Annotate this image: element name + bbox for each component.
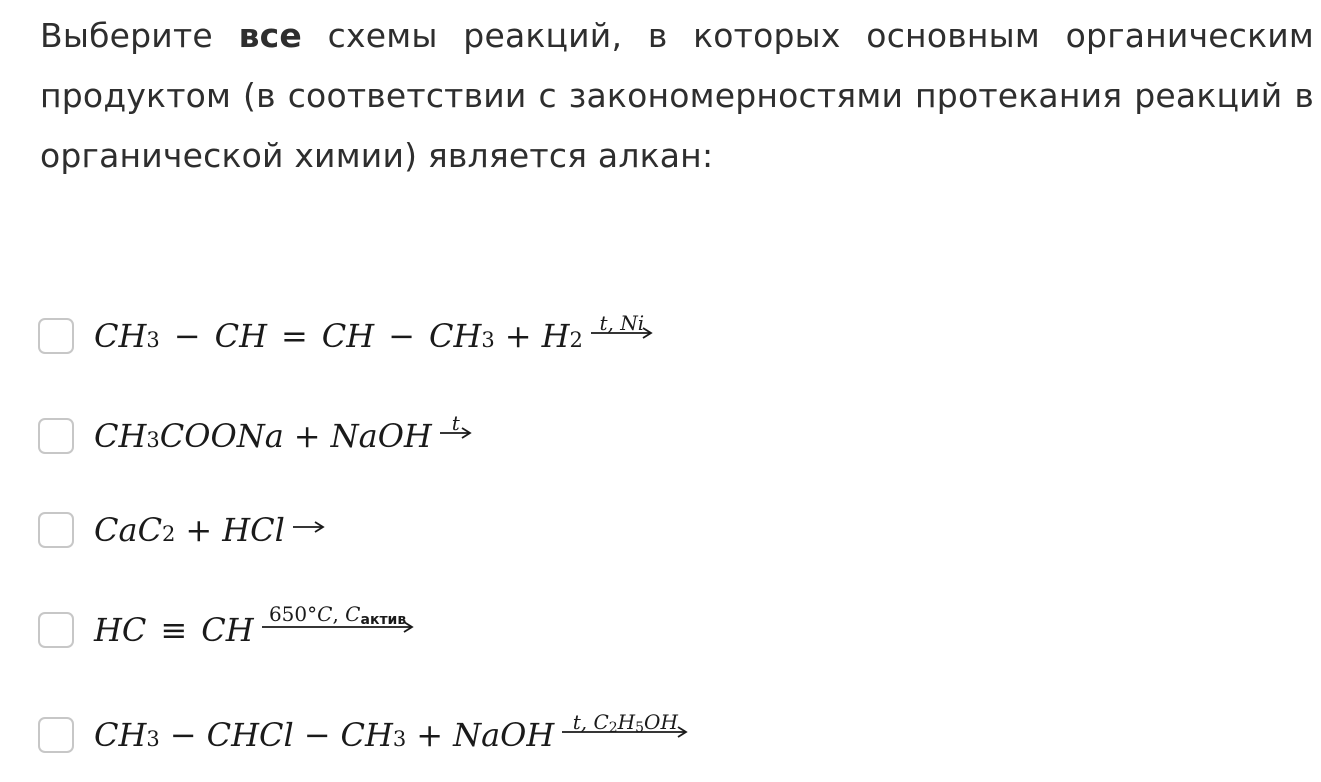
- answer-checkbox-4[interactable]: [38, 612, 74, 648]
- question-suffix: схемы реакций, в которых основным органическим продуктом (в соответствии с закономерностями протекания реакций в органической химии) является алкан:: [40, 16, 1314, 175]
- reaction-arrow-4: [262, 602, 414, 651]
- reaction-arrow-1: [591, 311, 653, 357]
- answer-option-4[interactable]: [38, 600, 414, 660]
- question-emphasis: все: [238, 16, 302, 55]
- question-text: [40, 6, 1314, 186]
- question-prefix: Выберите: [40, 16, 239, 55]
- answer-checkbox-3[interactable]: [38, 512, 74, 548]
- reaction-formula-1: CH 3 − CH = CH − CH 3 + H 2 t, Ni: [94, 317, 653, 355]
- reaction-formula-5: CH 3 − CHCl − CH 3 + NaOH t, $C_2H_5OH$: [94, 716, 688, 754]
- answer-option-3[interactable]: [38, 500, 325, 560]
- answer-checkbox-2[interactable]: [38, 418, 74, 454]
- reaction-arrow-3: [293, 521, 325, 551]
- answer-checkbox-1[interactable]: [38, 318, 74, 354]
- reaction-condition-4: 650°C, Cактив: [268, 602, 407, 628]
- reaction-arrow-5: [562, 710, 688, 756]
- reaction-condition-2: t: [451, 411, 460, 435]
- answer-option-1[interactable]: [38, 306, 653, 366]
- reaction-formula-4: HC ≡ CH 650°C, Cактив: [94, 611, 414, 649]
- reaction-condition-5: t, $C_2H_5OH$: [572, 710, 678, 736]
- answer-checkbox-5[interactable]: [38, 717, 74, 753]
- reaction-arrow-2: [440, 411, 472, 457]
- reaction-formula-2: CH 3 COONa + NaOH t: [94, 417, 472, 455]
- reaction-formula-3: CaC 2 + HCl: [94, 511, 325, 549]
- answer-option-2[interactable]: [38, 406, 472, 466]
- answer-option-5[interactable]: [38, 705, 688, 765]
- reaction-condition-1: t, Ni: [599, 311, 645, 335]
